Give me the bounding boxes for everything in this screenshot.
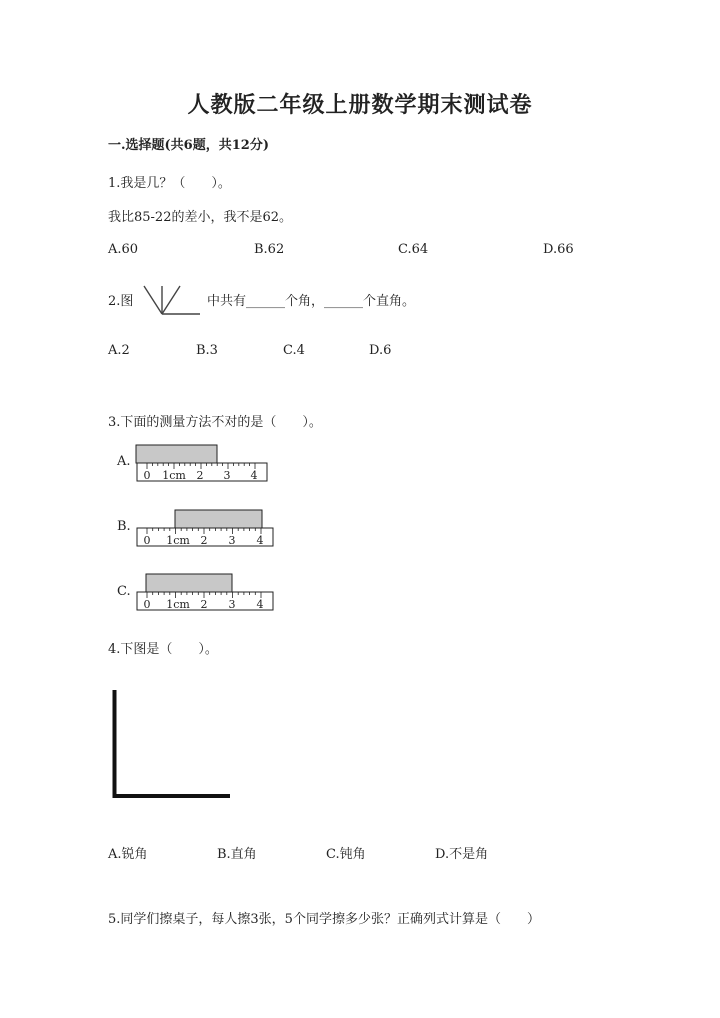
ruler-tick-label: 3 (228, 534, 236, 547)
q3-option-a-label[interactable]: A. (117, 454, 131, 469)
q3-option-c-label[interactable]: C. (117, 584, 131, 599)
q3-stem: 3.下面的测量方法不对的是（ ）。 (108, 415, 322, 430)
q2-suffix: 中共有______个角，______个直角。 (207, 294, 416, 309)
ruler-tick-label: 1cm (166, 534, 190, 547)
ruler-tick-label: 4 (250, 469, 258, 482)
ruler-tick-label: 3 (223, 469, 231, 482)
q4-option-a[interactable]: A.锐角 (108, 847, 148, 862)
q3-option-c-ruler[interactable] (136, 573, 276, 613)
ruler-tick-label: 2 (200, 598, 208, 611)
ruler-tick-label: 0 (143, 598, 151, 611)
ruler-tick-label: 2 (196, 469, 204, 482)
q1-option-b[interactable]: B.62 (254, 242, 285, 257)
ruler-tick-label: 1cm (162, 469, 186, 482)
ruler-tick-label: 4 (256, 534, 264, 547)
q3-option-a-ruler[interactable] (136, 444, 270, 484)
ruler-tick-label: 4 (256, 598, 264, 611)
ray-3 (162, 286, 180, 314)
q1-option-d[interactable]: D.66 (543, 242, 574, 257)
ruler-tick-label: 1cm (166, 598, 190, 611)
measured-block (136, 445, 217, 463)
q4-angle-figure (112, 690, 234, 800)
q1-hint: 我比85-22的差小，我不是62。 (108, 210, 293, 225)
q4-option-b[interactable]: B.直角 (217, 847, 257, 862)
q1-stem: 1.我是几？（ ）。 (108, 176, 231, 191)
measured-block (146, 574, 232, 592)
q4-option-c[interactable]: C.钝角 (326, 847, 366, 862)
q1-option-c[interactable]: C.64 (398, 242, 429, 257)
q1-option-a[interactable]: A.60 (108, 242, 139, 257)
ruler-tick-label: 3 (228, 598, 236, 611)
ruler-tick-label: 0 (143, 469, 151, 482)
ray-1 (144, 286, 162, 314)
ruler-tick-label: 0 (143, 534, 151, 547)
q4-option-d[interactable]: D.不是角 (435, 847, 489, 862)
q2-prefix: 2.图 (108, 294, 134, 309)
q2-option-b[interactable]: B.3 (196, 343, 218, 358)
q5-stem: 5.同学们擦桌子，每人擦3张，5个同学擦多少张？正确列式计算是（ ） (108, 912, 540, 927)
q2-option-c[interactable]: C.4 (283, 343, 305, 358)
q3-option-b-label[interactable]: B. (117, 519, 131, 534)
q2-option-d[interactable]: D.6 (369, 343, 392, 358)
page-title: 人教版二年级上册数学期末测试卷 (187, 92, 533, 118)
q3-option-b-ruler[interactable] (136, 509, 276, 549)
q2-option-a[interactable]: A.2 (108, 343, 130, 358)
section-heading: 一.选择题(共6题，共12分) (108, 138, 269, 153)
measured-block (175, 510, 262, 528)
ruler-tick-label: 2 (200, 534, 208, 547)
q2-angle-figure (140, 284, 204, 318)
q4-stem: 4.下图是（ ）。 (108, 642, 218, 657)
